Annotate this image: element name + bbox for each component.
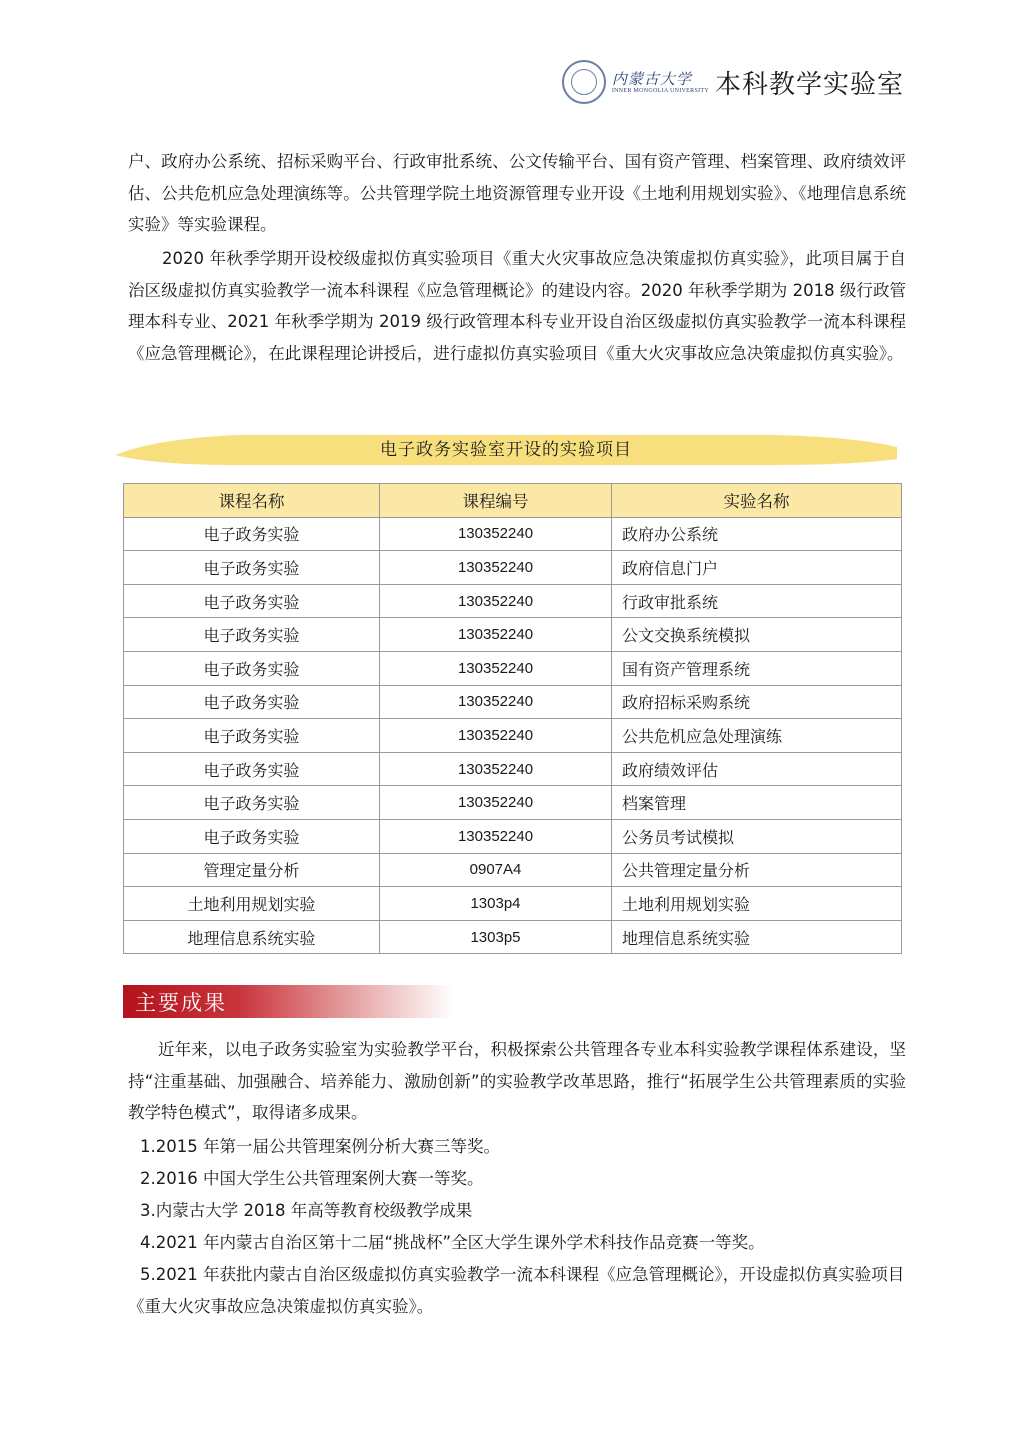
cell-course-code: 1303p4 xyxy=(380,887,612,921)
achievements-list xyxy=(128,1131,906,1323)
header-course-name: 课程名称 xyxy=(124,484,380,518)
achievement-item: 5.2021 年获批内蒙古自治区级虚拟仿真实验教学一流本科课程《应急管理概论》，开设虚拟仿真实验项目《重大火灾事故应急决策虚拟仿真实验》。 xyxy=(128,1265,905,1316)
table-row xyxy=(124,685,902,719)
table-caption-banner xyxy=(115,427,897,467)
cell-experiment-name: 公文交换系统模拟 xyxy=(612,618,902,652)
table-caption: 电子政务实验室开设的实验项目 xyxy=(380,439,632,460)
achievements-heading: 主要成果 xyxy=(135,991,227,1015)
table-row xyxy=(124,719,902,753)
cell-experiment-name: 档案管理 xyxy=(612,786,902,820)
cell-course-name: 电子政务实验 xyxy=(124,752,380,786)
achievements-intro: 近年来，以电子政务实验室为实验教学平台，积极探索公共管理各专业本科实验教学课程体系建设，坚持“注重基础、加强融合、培养能力、激励创新”的实验教学改革思路，推行“拓展学生公共管理素质的实验教学特色模式”，取得诸多成果。 xyxy=(128,1040,906,1123)
cell-course-name: 电子政务实验 xyxy=(124,618,380,652)
achievement-item: 3.内蒙古大学 2018 年高等教育校级教学成果 xyxy=(140,1201,473,1220)
cell-course-name: 电子政务实验 xyxy=(124,685,380,719)
cell-course-name: 电子政务实验 xyxy=(124,651,380,685)
cell-experiment-name: 政府招标采购系统 xyxy=(612,685,902,719)
cell-experiment-name: 政府办公系统 xyxy=(612,517,902,551)
table-row xyxy=(124,853,902,887)
achievement-item: 1.2015 年第一届公共管理案例分析大赛三等奖。 xyxy=(140,1137,500,1156)
achievement-item: 2.2016 中国大学生公共管理案例大赛一等奖。 xyxy=(140,1169,484,1188)
cell-course-code: 130352240 xyxy=(380,819,612,853)
paragraph-virtual-simulation: 2020 年秋季学期开设校级虚拟仿真实验项目《重大火灾事故应急决策虚拟仿真实验》，此项目属于自治区级虚拟仿真实验教学一流本科课程《应急管理概论》的建设内容。2020 年秋季学期为 2018 级行政管理本科专业、2021 年秋季学期为 2019 级行政管理本科专业开设自治区级虚拟仿真实验教学一流本科课程《应急管理概论》，在此课程理论讲授后，进行虚拟仿真实验项目《重大火灾事故应急决策虚拟仿真实验》。 xyxy=(128,249,906,363)
cell-course-name: 电子政务实验 xyxy=(124,584,380,618)
cell-course-code: 130352240 xyxy=(380,584,612,618)
cell-experiment-name: 国有资产管理系统 xyxy=(612,651,902,685)
cell-experiment-name: 政府绩效评估 xyxy=(612,752,902,786)
paragraph-intro-continued: 户、政府办公系统、招标采购平台、行政审批系统、公文传输平台、国有资产管理、档案管理、政府绩效评估、公共危机应急处理演练等。公共管理学院土地资源管理专业开设《土地利用规划实验》、《地理信息系统实验》等实验课程。 xyxy=(128,152,906,235)
cell-course-code: 130352240 xyxy=(380,551,612,585)
cell-course-code: 130352240 xyxy=(380,719,612,753)
logo-cn: 内蒙古大学 xyxy=(611,70,692,88)
cell-course-code: 0907A4 xyxy=(380,853,612,887)
table-row xyxy=(124,752,902,786)
cell-experiment-name: 公务员考试模拟 xyxy=(612,819,902,853)
cell-course-code: 130352240 xyxy=(380,517,612,551)
cell-experiment-name: 公共危机应急处理演练 xyxy=(612,719,902,753)
page-header xyxy=(562,60,904,104)
cell-course-code: 130352240 xyxy=(380,752,612,786)
table-row xyxy=(124,618,902,652)
logo-en: INNER MONGOLIA UNIVERSITY xyxy=(611,88,709,94)
cell-course-code: 130352240 xyxy=(380,786,612,820)
cell-course-code: 1303p5 xyxy=(380,920,612,954)
university-seal-icon xyxy=(562,60,606,104)
cell-course-name: 电子政务实验 xyxy=(124,551,380,585)
university-logo xyxy=(612,70,709,94)
table-row xyxy=(124,517,902,551)
cell-experiment-name: 政府信息门户 xyxy=(612,551,902,585)
table-row xyxy=(124,887,902,921)
table-row xyxy=(124,920,902,954)
cell-course-name: 电子政务实验 xyxy=(124,517,380,551)
cell-experiment-name: 行政审批系统 xyxy=(612,584,902,618)
table-row xyxy=(124,819,902,853)
cell-course-code: 130352240 xyxy=(380,651,612,685)
cell-course-name: 电子政务实验 xyxy=(124,719,380,753)
cell-course-name: 土地利用规划实验 xyxy=(124,887,380,921)
experiment-projects-table xyxy=(123,483,902,954)
header-title: 本科教学实验室 xyxy=(714,69,904,100)
cell-course-code: 130352240 xyxy=(380,618,612,652)
header-course-code: 课程编号 xyxy=(380,484,612,518)
cell-experiment-name: 土地利用规划实验 xyxy=(612,887,902,921)
cell-course-name: 电子政务实验 xyxy=(124,819,380,853)
cell-course-name: 地理信息系统实验 xyxy=(124,920,380,954)
cell-course-name: 电子政务实验 xyxy=(124,786,380,820)
achievement-item: 4.2021 年内蒙古自治区第十二届“挑战杯”全区大学生课外学术科技作品竞赛一等奖。 xyxy=(140,1233,765,1252)
cell-course-name: 管理定量分析 xyxy=(124,853,380,887)
header-experiment-name: 实验名称 xyxy=(612,484,902,518)
achievements-heading-bar xyxy=(123,985,453,1018)
table-row xyxy=(124,651,902,685)
cell-course-code: 130352240 xyxy=(380,685,612,719)
table-row xyxy=(124,551,902,585)
table-header-row xyxy=(124,484,902,518)
table-row xyxy=(124,584,902,618)
table-row xyxy=(124,786,902,820)
cell-experiment-name: 地理信息系统实验 xyxy=(612,920,902,954)
cell-experiment-name: 公共管理定量分析 xyxy=(612,853,902,887)
